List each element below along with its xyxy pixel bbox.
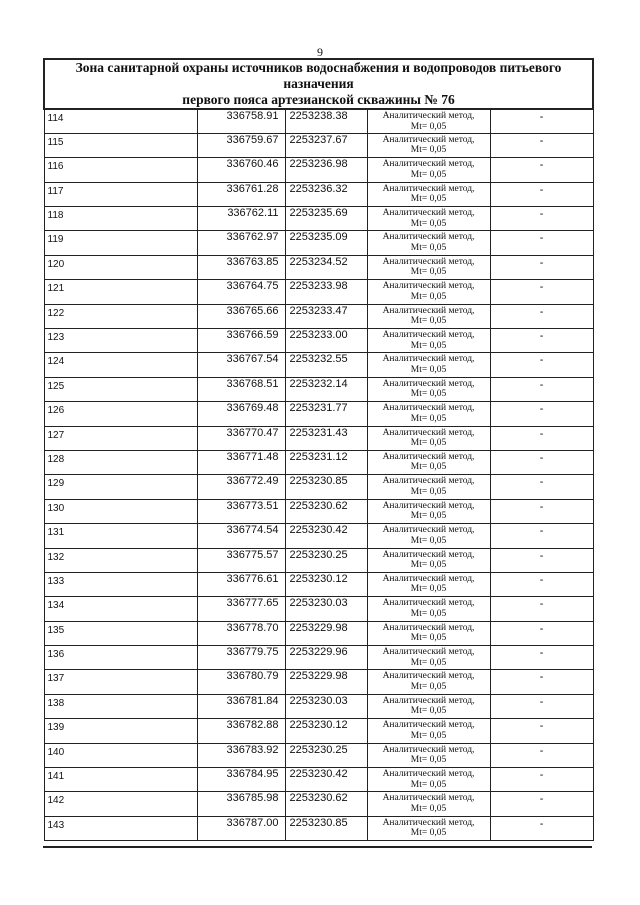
method-cell	[367, 450, 490, 474]
coord-x-cell: 336772.49	[197, 475, 285, 499]
method-accuracy: Mt= 0,05	[410, 218, 447, 229]
coord-x-cell: 336767.54	[197, 353, 285, 377]
coord-y-cell: 2253236.32	[285, 182, 367, 206]
coord-x-cell: 336766.59	[197, 329, 285, 353]
point-number-cell: 136	[44, 646, 197, 670]
table-row	[44, 792, 593, 816]
coord-y-cell: 2253230.12	[285, 719, 367, 743]
method-name: Аналитический метод,	[382, 451, 475, 462]
method-accuracy: Mt= 0,05	[410, 608, 447, 619]
note-cell: -	[490, 426, 593, 450]
table-row	[44, 768, 593, 792]
method-cell	[367, 109, 490, 133]
method-cell	[367, 426, 490, 450]
method-accuracy: Mt= 0,05	[410, 511, 447, 522]
method-accuracy: Mt= 0,05	[410, 560, 447, 571]
method-accuracy: Mt= 0,05	[410, 267, 447, 278]
method-name: Аналитический метод,	[382, 598, 475, 609]
method-cell	[367, 475, 490, 499]
coord-x-cell: 336762.11	[197, 207, 285, 231]
method-accuracy: Mt= 0,05	[410, 389, 447, 400]
method-name: Аналитический метод,	[382, 183, 475, 194]
method-cell	[367, 621, 490, 645]
coord-x-cell: 336773.51	[197, 499, 285, 523]
point-number-cell: 143	[44, 816, 197, 840]
table-body	[44, 109, 593, 841]
method-accuracy: Mt= 0,05	[410, 584, 447, 595]
coord-y-cell: 2253229.98	[285, 621, 367, 645]
table-row	[44, 377, 593, 401]
method-accuracy: Mt= 0,05	[410, 730, 447, 741]
coord-y-cell: 2253233.98	[285, 280, 367, 304]
table-row	[44, 499, 593, 523]
note-cell: -	[490, 182, 593, 206]
note-cell: -	[490, 743, 593, 767]
method-name: Аналитический метод,	[382, 427, 475, 438]
coord-x-cell: 336771.48	[197, 450, 285, 474]
coord-y-cell: 2253230.85	[285, 475, 367, 499]
note-cell: -	[490, 572, 593, 596]
method-name: Аналитический метод,	[382, 403, 475, 414]
table-title-line-2: первого пояса артезианской скважины № 76	[182, 92, 455, 107]
table-row	[44, 182, 593, 206]
point-number-cell: 119	[44, 231, 197, 255]
page-number: 9	[317, 45, 323, 59]
method-accuracy: Mt= 0,05	[410, 242, 447, 253]
coord-y-cell: 2253238.38	[285, 109, 367, 133]
method-accuracy: Mt= 0,05	[410, 657, 447, 668]
method-name: Аналитический метод,	[382, 111, 475, 121]
coord-x-cell: 336779.75	[197, 646, 285, 670]
coord-y-cell: 2253230.12	[285, 572, 367, 596]
point-number-cell: 126	[44, 402, 197, 426]
coord-x-cell: 336761.28	[197, 182, 285, 206]
method-accuracy: Mt= 0,05	[410, 340, 447, 351]
method-accuracy: Mt= 0,05	[410, 462, 447, 473]
coord-y-cell: 2253237.67	[285, 133, 367, 157]
table-row	[44, 450, 593, 474]
method-accuracy: Mt= 0,05	[410, 681, 447, 692]
table-row	[44, 329, 593, 353]
method-name: Аналитический метод,	[382, 720, 475, 731]
point-number-cell: 131	[44, 524, 197, 548]
method-name: Аналитический метод,	[382, 671, 475, 682]
note-cell: -	[490, 377, 593, 401]
point-number-cell: 128	[44, 450, 197, 474]
coord-x-cell: 336778.70	[197, 621, 285, 645]
method-cell	[367, 377, 490, 401]
method-cell	[367, 597, 490, 621]
method-name: Аналитический метод,	[382, 256, 475, 267]
point-number-cell: 142	[44, 792, 197, 816]
coord-x-cell: 336787.00	[197, 816, 285, 840]
method-cell	[367, 182, 490, 206]
point-number-cell: 133	[44, 572, 197, 596]
coord-x-cell: 336760.46	[197, 158, 285, 182]
coord-y-cell: 2253230.25	[285, 743, 367, 767]
coord-y-cell: 2253230.62	[285, 499, 367, 523]
method-accuracy: Mt= 0,05	[410, 364, 447, 375]
coord-x-cell: 336759.67	[197, 133, 285, 157]
table-row	[44, 109, 593, 133]
table-row	[44, 621, 593, 645]
note-cell: -	[490, 694, 593, 718]
method-cell	[367, 255, 490, 279]
coord-x-cell: 336769.48	[197, 402, 285, 426]
method-cell	[367, 133, 490, 157]
note-cell: -	[490, 719, 593, 743]
note-cell: -	[490, 158, 593, 182]
note-cell: -	[490, 329, 593, 353]
method-name: Аналитический метод,	[382, 622, 475, 633]
coord-y-cell: 2253230.25	[285, 548, 367, 572]
table-row	[44, 231, 593, 255]
point-number-cell: 114	[44, 109, 197, 133]
method-accuracy: Mt= 0,05	[410, 438, 447, 449]
table-row	[44, 548, 593, 572]
method-name: Аналитический метод,	[382, 281, 475, 292]
table-row	[44, 353, 593, 377]
coord-y-cell: 2253235.69	[285, 207, 367, 231]
coord-y-cell: 2253236.98	[285, 158, 367, 182]
table-row	[44, 694, 593, 718]
point-number-cell: 118	[44, 207, 197, 231]
method-cell	[367, 694, 490, 718]
coord-y-cell: 2253230.85	[285, 816, 367, 840]
coord-x-cell: 336758.91	[197, 109, 285, 133]
coord-y-cell: 2253231.12	[285, 450, 367, 474]
note-cell: -	[490, 597, 593, 621]
table-row	[44, 816, 593, 840]
point-number-cell: 120	[44, 255, 197, 279]
table-row	[44, 475, 593, 499]
method-name: Аналитический метод,	[382, 769, 475, 780]
table-title-line-1: Зона санитарной охраны источников водоснабжения и водопроводов питьевого назначения	[75, 60, 562, 91]
point-number-cell: 121	[44, 280, 197, 304]
method-cell	[367, 499, 490, 523]
table-row	[44, 402, 593, 426]
note-cell: -	[490, 792, 593, 816]
table-row	[44, 304, 593, 328]
note-cell: -	[490, 255, 593, 279]
method-name: Аналитический метод,	[382, 354, 475, 365]
method-accuracy: Mt= 0,05	[410, 291, 447, 302]
point-number-cell: 134	[44, 597, 197, 621]
coord-y-cell: 2253233.00	[285, 329, 367, 353]
method-cell	[367, 646, 490, 670]
coord-x-cell: 336764.75	[197, 280, 285, 304]
coord-y-cell: 2253230.42	[285, 524, 367, 548]
note-cell: -	[490, 816, 593, 840]
method-cell	[367, 719, 490, 743]
method-cell	[367, 572, 490, 596]
note-cell: -	[490, 621, 593, 645]
coord-y-cell: 2253232.55	[285, 353, 367, 377]
table-title	[44, 59, 593, 109]
method-name: Аналитический метод,	[382, 476, 475, 487]
note-cell: -	[490, 475, 593, 499]
method-accuracy: Mt= 0,05	[410, 779, 447, 790]
coord-x-cell: 336780.79	[197, 670, 285, 694]
coord-y-cell: 2253233.47	[285, 304, 367, 328]
note-cell: -	[490, 304, 593, 328]
note-cell: -	[490, 670, 593, 694]
table-row	[44, 670, 593, 694]
point-number-cell: 141	[44, 768, 197, 792]
point-number-cell: 129	[44, 475, 197, 499]
table-row	[44, 255, 593, 279]
table-row	[44, 426, 593, 450]
coord-x-cell: 336762.97	[197, 231, 285, 255]
method-accuracy: Mt= 0,05	[410, 169, 447, 180]
note-cell: -	[490, 231, 593, 255]
coord-x-cell: 336763.85	[197, 255, 285, 279]
table-row	[44, 743, 593, 767]
table-row	[44, 158, 593, 182]
method-accuracy: Mt= 0,05	[410, 828, 447, 839]
method-name: Аналитический метод,	[382, 647, 475, 658]
note-cell: -	[490, 524, 593, 548]
method-name: Аналитический метод,	[382, 573, 475, 584]
coord-y-cell: 2253230.03	[285, 694, 367, 718]
note-cell: -	[490, 353, 593, 377]
note-cell: -	[490, 548, 593, 572]
point-number-cell: 116	[44, 158, 197, 182]
point-number-cell: 135	[44, 621, 197, 645]
coord-y-cell: 2253230.42	[285, 768, 367, 792]
coord-y-cell: 2253231.77	[285, 402, 367, 426]
method-cell	[367, 816, 490, 840]
table-bottom-border	[43, 846, 592, 848]
table-row	[44, 572, 593, 596]
method-name: Аналитический метод,	[382, 695, 475, 706]
method-name: Аналитический метод,	[382, 378, 475, 389]
coord-x-cell: 336768.51	[197, 377, 285, 401]
method-name: Аналитический метод,	[382, 305, 475, 316]
coord-x-cell: 336777.65	[197, 597, 285, 621]
method-name: Аналитический метод,	[382, 159, 475, 170]
method-name: Аналитический метод,	[382, 793, 475, 804]
coord-x-cell: 336785.98	[197, 792, 285, 816]
coord-y-cell: 2253230.62	[285, 792, 367, 816]
coord-x-cell: 336776.61	[197, 572, 285, 596]
note-cell: -	[490, 450, 593, 474]
coord-y-cell: 2253234.52	[285, 255, 367, 279]
method-cell	[367, 792, 490, 816]
method-name: Аналитический метод,	[382, 817, 475, 828]
method-accuracy: Mt= 0,05	[410, 194, 447, 205]
table-row	[44, 597, 593, 621]
method-cell	[367, 743, 490, 767]
point-number-cell: 122	[44, 304, 197, 328]
point-number-cell: 132	[44, 548, 197, 572]
coord-y-cell: 2253229.96	[285, 646, 367, 670]
coord-x-cell: 336784.95	[197, 768, 285, 792]
coord-x-cell: 336783.92	[197, 743, 285, 767]
method-name: Аналитический метод,	[382, 525, 475, 536]
method-name: Аналитический метод,	[382, 232, 475, 243]
method-cell	[367, 304, 490, 328]
point-number-cell: 127	[44, 426, 197, 450]
point-number-cell: 138	[44, 694, 197, 718]
note-cell: -	[490, 207, 593, 231]
table-row	[44, 524, 593, 548]
method-cell	[367, 524, 490, 548]
method-name: Аналитический метод,	[382, 134, 475, 145]
method-cell	[367, 207, 490, 231]
method-cell	[367, 280, 490, 304]
coordinates-sheet	[43, 58, 592, 841]
method-name: Аналитический метод,	[382, 208, 475, 219]
coord-x-cell: 336765.66	[197, 304, 285, 328]
point-number-cell: 117	[44, 182, 197, 206]
method-name: Аналитический метод,	[382, 330, 475, 341]
table-row	[44, 719, 593, 743]
method-cell	[367, 158, 490, 182]
coord-y-cell: 2253229.98	[285, 670, 367, 694]
method-cell	[367, 670, 490, 694]
coord-y-cell: 2253231.43	[285, 426, 367, 450]
table-row	[44, 646, 593, 670]
method-name: Аналитический метод,	[382, 549, 475, 560]
method-cell	[367, 768, 490, 792]
coordinates-table	[43, 58, 594, 841]
table-row	[44, 133, 593, 157]
coord-y-cell: 2253235.09	[285, 231, 367, 255]
point-number-cell: 137	[44, 670, 197, 694]
method-accuracy: Mt= 0,05	[410, 706, 447, 717]
method-accuracy: Mt= 0,05	[410, 413, 447, 424]
note-cell: -	[490, 109, 593, 133]
note-cell: -	[490, 280, 593, 304]
coord-y-cell: 2253230.03	[285, 597, 367, 621]
coord-x-cell: 336775.57	[197, 548, 285, 572]
point-number-cell: 140	[44, 743, 197, 767]
note-cell: -	[490, 646, 593, 670]
coord-x-cell: 336770.47	[197, 426, 285, 450]
point-number-cell: 125	[44, 377, 197, 401]
note-cell: -	[490, 402, 593, 426]
table-row	[44, 207, 593, 231]
note-cell: -	[490, 133, 593, 157]
method-accuracy: Mt= 0,05	[410, 803, 447, 814]
note-cell: -	[490, 499, 593, 523]
method-accuracy: Mt= 0,05	[410, 486, 447, 497]
method-name: Аналитический метод,	[382, 744, 475, 755]
method-accuracy: Mt= 0,05	[410, 316, 447, 327]
point-number-cell: 139	[44, 719, 197, 743]
method-cell	[367, 329, 490, 353]
point-number-cell: 130	[44, 499, 197, 523]
table-row	[44, 280, 593, 304]
coord-y-cell: 2253232.14	[285, 377, 367, 401]
method-accuracy: Mt= 0,05	[410, 121, 447, 132]
coord-x-cell: 336774.54	[197, 524, 285, 548]
method-cell	[367, 353, 490, 377]
coord-x-cell: 336781.84	[197, 694, 285, 718]
point-number-cell: 115	[44, 133, 197, 157]
point-number-cell: 124	[44, 353, 197, 377]
method-accuracy: Mt= 0,05	[410, 755, 447, 766]
method-cell	[367, 402, 490, 426]
method-name: Аналитический метод,	[382, 500, 475, 511]
method-accuracy: Mt= 0,05	[410, 145, 447, 156]
method-cell	[367, 548, 490, 572]
method-accuracy: Mt= 0,05	[410, 535, 447, 546]
note-cell: -	[490, 768, 593, 792]
method-cell	[367, 231, 490, 255]
point-number-cell: 123	[44, 329, 197, 353]
method-accuracy: Mt= 0,05	[410, 633, 447, 644]
coord-x-cell: 336782.88	[197, 719, 285, 743]
